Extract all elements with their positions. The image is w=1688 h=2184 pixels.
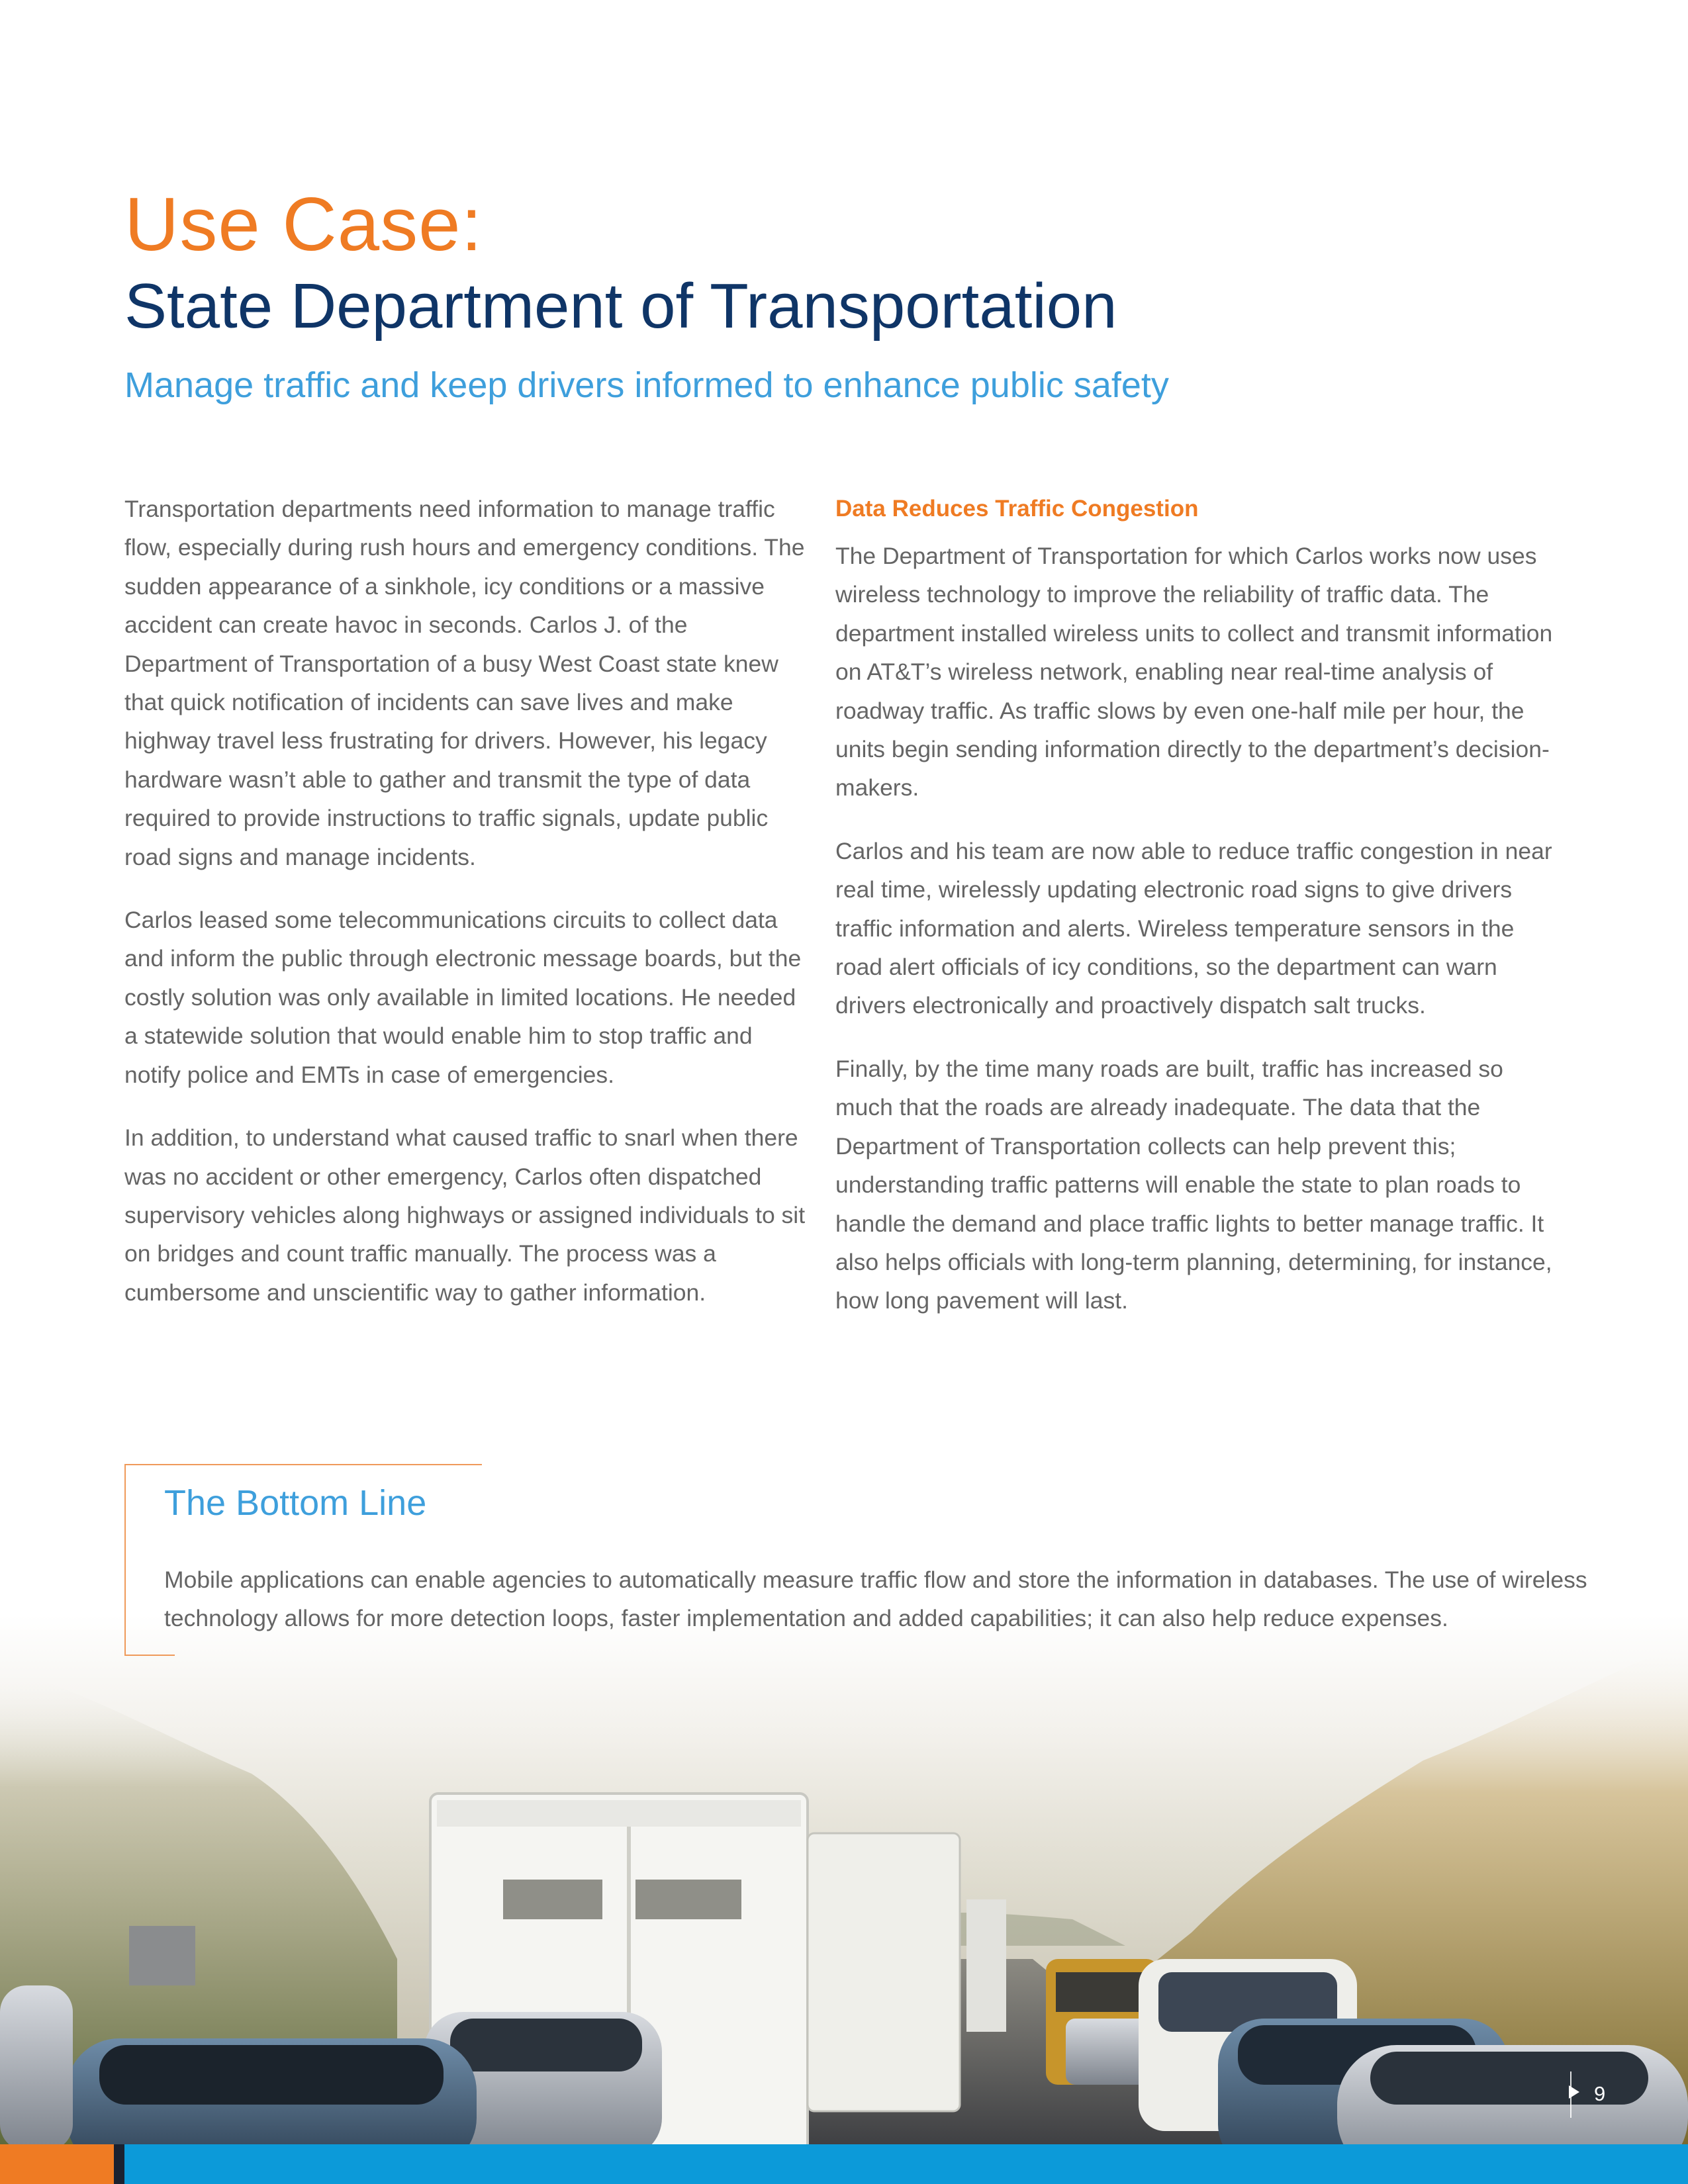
bottom-line-frame-bottom	[124, 1655, 175, 1656]
section-heading: Data Reduces Traffic Congestion	[835, 496, 1199, 522]
right-paragraph-3: Finally, by the time many roads are built, traffic has increased so much that the roads are already inadequate. The data that the Department of Transportation collects can help prevent this; understanding traffic patterns will enable the state to plan roads to handle the demand and place traffic lights to better manage traffic. It also helps officials with long-term planning, determining, for instance, how long pavement will last.	[835, 1055, 1552, 1314]
footer-bar-gap	[114, 2144, 124, 2184]
page-title: State Department of Transportation	[124, 271, 1117, 341]
page-arrow-icon	[1569, 2085, 1579, 2099]
bottom-line-frame-top	[124, 1464, 482, 1465]
page-heading-use-case: Use Case:	[124, 183, 483, 267]
traffic-photo	[0, 1615, 1688, 2144]
bottom-line-frame-left	[124, 1464, 126, 1656]
right-paragraph-1: The Department of Transportation for which Carlos works now uses wireless technology to improve the reliability of traffic data. The department installed wireless units to collect and transmit information on AT&T’s wireless network, enabling near real-time analysis of roadway traffic. As traffic slows by even one-half mile per hour, the units begin sending information directly to the department’s decision-makers.	[835, 543, 1553, 801]
bottom-line-body: Mobile applications can enable agencies to automatically measure traffic flow and store the information in databases. The use of wireless technology allows for more detection loops, faster implementation and added capabilities; it can also help reduce expenses.	[164, 1567, 1587, 1632]
right-paragraph-2: Carlos and his team are now able to reduce traffic congestion in near real time, wirelessly updating electronic road signs to give drivers traffic information and alerts. Wireless temperature sensors in the road alert officials of icy conditions, so the department can warn drivers electronically and proactively dispatch salt trucks.	[835, 837, 1552, 1019]
left-paragraph-2: Carlos leased some telecommunications circuits to collect data and inform the public through electronic message boards, but the costly solution was only available in limited locations. He needed a statewide solution that would enable him to stop traffic and notify police and EMTs in case of emergencies.	[124, 907, 802, 1088]
page-number: 9	[1594, 2082, 1606, 2105]
left-paragraph-3: In addition, to understand what caused traffic to snarl when there was no accident or other emergency, Carlos often dispatched supervisory vehicles along highways or assigned individuals to sit on bridges and count traffic manually. The process was a cumbersome and unscientific way to gather information.	[124, 1124, 806, 1306]
left-paragraph-1: Transportation departments need information to manage traffic flow, especially during rush hours and emergency conditions. The sudden appearance of a sinkhole, icy conditions or a massive accident can create havoc in seconds. Carlos J. of the Department of Transportation of a busy West Coast state knew that quick notification of incidents can save lives and make highway travel less frustrating for drivers. However, his legacy hardware wasn’t able to gather and transmit the type of data required to provide instructions to traffic signals, update public road signs and manage incidents.	[124, 496, 805, 870]
footer-bar-orange	[0, 2144, 114, 2184]
left-column	[124, 490, 813, 1336]
right-column	[835, 490, 1564, 1345]
footer-bar-blue	[124, 2144, 1688, 2184]
page-subtitle: Manage traffic and keep drivers informed to enhance public safety	[124, 365, 1169, 405]
bottom-line-title: The Bottom Line	[164, 1483, 427, 1523]
